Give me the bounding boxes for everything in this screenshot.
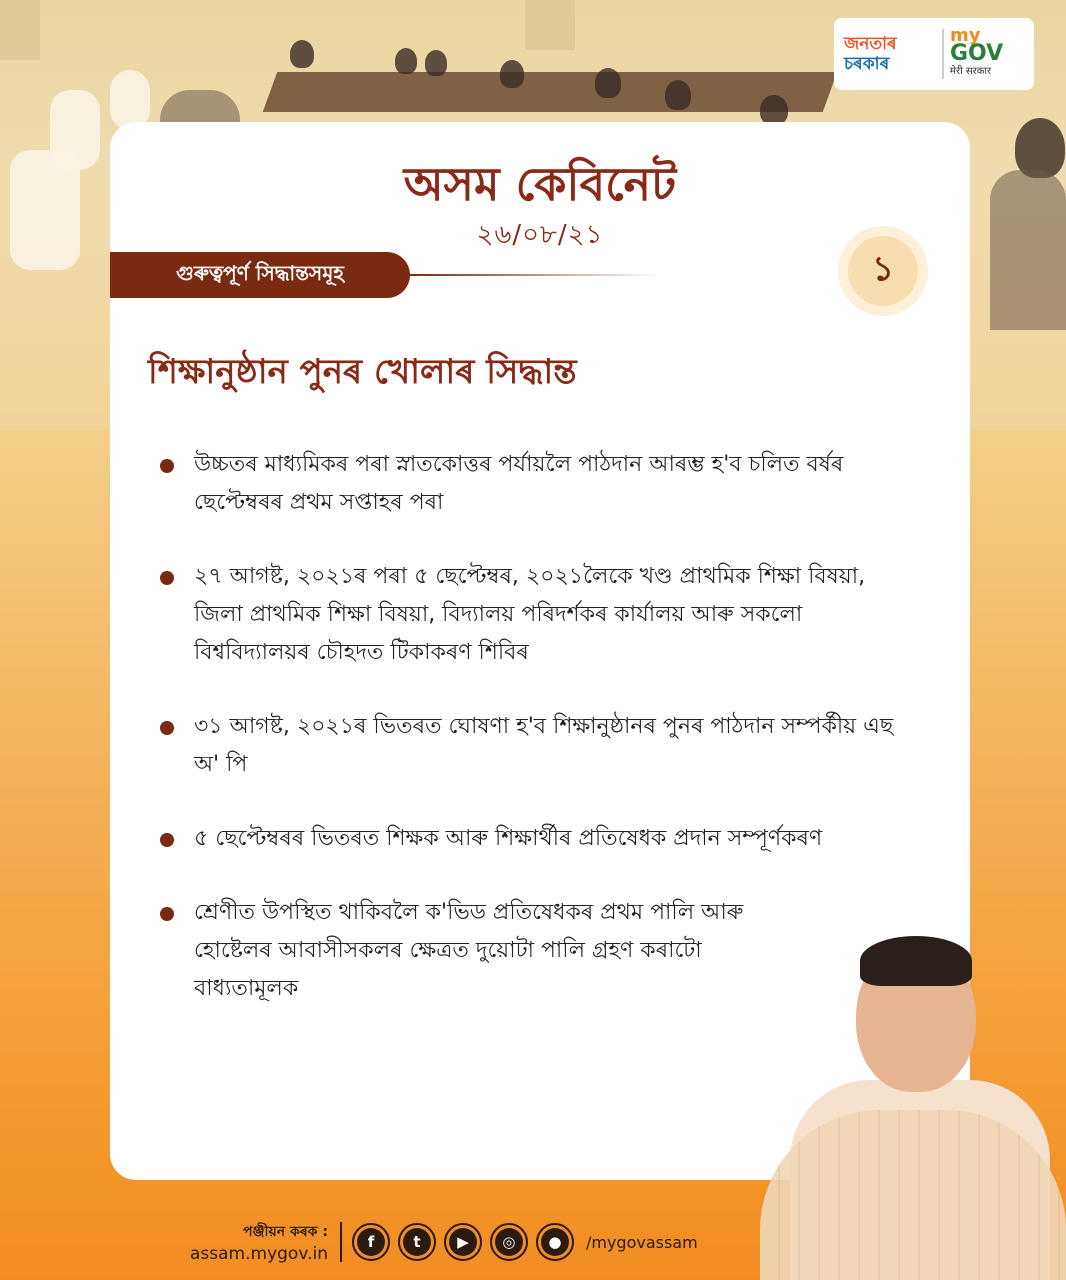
bullet-icon xyxy=(160,571,174,585)
logo-line1: জনতাৰ xyxy=(844,34,897,54)
koo-icon[interactable]: ● xyxy=(536,1223,574,1261)
list-item xyxy=(160,820,920,858)
list-item-text: ৩১ আগষ্ট, ২০২১ৰ ভিতৰত ঘোষণা হ'ব শিক্ষানুষ্ঠানৰ পুনৰ পাঠদান সম্পৰ্কীয় এছ অ' পি xyxy=(194,714,894,777)
mygov-url-link[interactable]: assam.mygov.in xyxy=(190,1244,328,1264)
banner-divider xyxy=(410,274,660,276)
bullet-icon xyxy=(160,721,174,735)
section-heading: শিক্ষানুষ্ঠান পুনৰ খোলাৰ সিদ্ধান্ত xyxy=(148,352,577,392)
youtube-icon[interactable]: ▶ xyxy=(444,1223,482,1261)
decisions-banner: গুৰুত্বপূৰ্ণ সিদ্ধান্তসমূহ xyxy=(110,252,410,298)
janatar-sarkar-logo xyxy=(844,34,936,74)
twitter-icon[interactable]: t xyxy=(398,1223,436,1261)
mygov-logo xyxy=(950,27,1003,81)
list-item-text: ২৭ আগষ্ট, ২০২১ৰ পৰা ৫ ছেপ্টেম্বৰ, ২০২১লৈকে খণ্ড প্ৰাথমিক শিক্ষা বিষয়া, জিলা প্ৰাথমিক শিক্ষা বিষয়া, বিদ্যালয় পৰিদৰ্শকৰ কাৰ্যালয় আৰু সকলো বিশ্ববিদ্যালয়ৰ চৌহদত টিকাকৰণ শিবিৰ xyxy=(194,564,866,665)
register-block xyxy=(190,1220,328,1264)
jantar-sarkar-mygov-logo xyxy=(834,18,1034,90)
instagram-icon[interactable]: ◎ xyxy=(490,1223,528,1261)
bullet-icon xyxy=(160,459,174,473)
chief-minister-portrait xyxy=(760,930,1066,1280)
mygov-tagline: मेरी सरकार xyxy=(950,66,992,77)
list-item xyxy=(160,558,920,672)
list-item-text: শ্ৰেণীত উপস্থিত থাকিবলৈ ক'ভিড প্ৰতিষেধকৰ প্ৰথম পালি আৰু হোষ্টেলৰ আবাসীসকলৰ ক্ষেত্ৰত দুয়োটা পালি গ্ৰহণ কৰাটো বাধ্যতামূলক xyxy=(194,900,744,1001)
page-number-badge xyxy=(838,226,928,316)
bullet-icon xyxy=(160,833,174,847)
list-item xyxy=(160,446,920,522)
card-title: অসম কেবিনেট xyxy=(403,157,677,211)
logo-divider xyxy=(942,29,944,79)
list-item-text: উচ্চতৰ মাধ্যমিকৰ পৰা স্নাতকোত্তৰ পৰ্যায়লৈ পাঠদান আৰম্ভ হ'ব চলিত বৰ্ষৰ ছেপ্টেম্বৰৰ প্ৰথম সপ্তাহৰ পৰা xyxy=(194,452,844,515)
list-item-text: ৫ ছেপ্টেম্বৰৰ ভিতৰত শিক্ষক আৰু শিক্ষাৰ্থীৰ প্ৰতিষেধক প্ৰদান সম্পূৰ্ণকৰণ xyxy=(194,826,823,851)
footer-divider xyxy=(340,1222,342,1262)
card-date: ২৬/০৮/২১ xyxy=(476,220,604,250)
page-number: ১ xyxy=(848,236,918,306)
footer xyxy=(190,1212,698,1272)
facebook-icon[interactable]: f xyxy=(352,1223,390,1261)
mygov-gov: GOV xyxy=(950,41,1004,66)
decision-list xyxy=(160,446,920,1008)
list-item xyxy=(160,708,920,784)
register-label: পঞ্জীয়ন কৰক : xyxy=(243,1224,328,1240)
logo-line2: চৰকাৰ xyxy=(844,54,890,74)
social-handle[interactable]: /mygovassam xyxy=(585,1232,698,1252)
mygov-my: my xyxy=(950,25,981,46)
bullet-icon xyxy=(160,907,174,921)
